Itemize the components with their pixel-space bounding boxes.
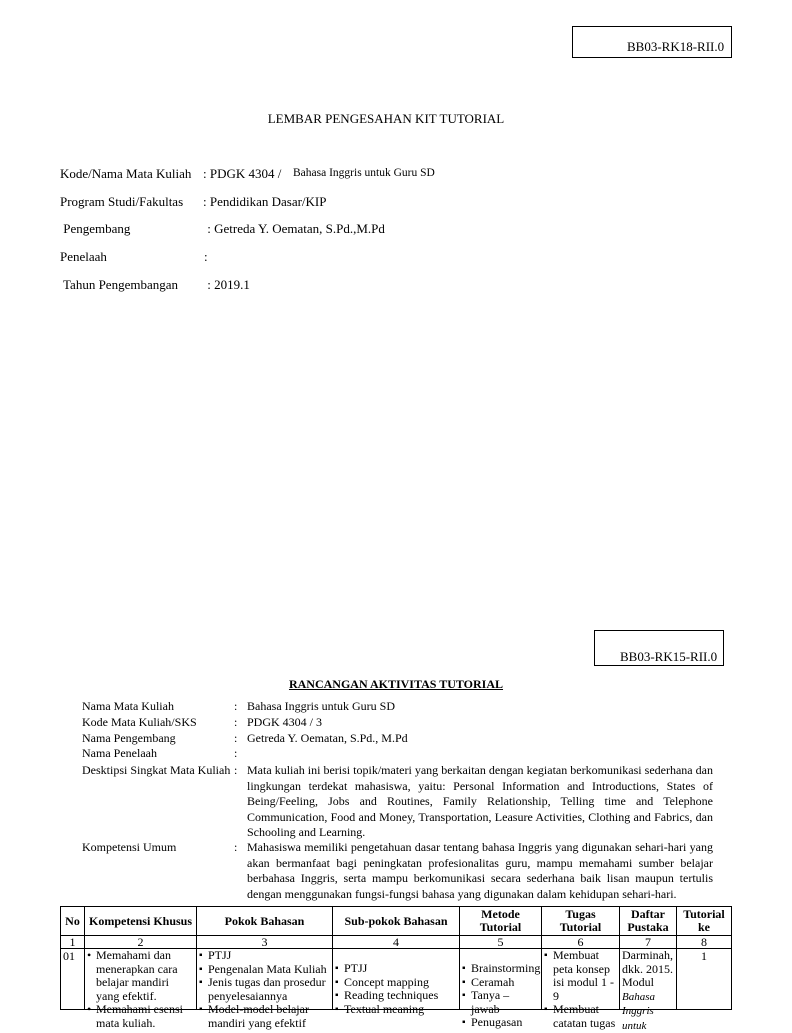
list-item: ▪ PTJJ — [335, 962, 457, 976]
column-number: 6 — [542, 936, 620, 949]
list-item: ▪ Penugasan — [462, 1016, 539, 1030]
cell-sub — [333, 949, 460, 1016]
meta-value: PDGK 4304 / 3 — [247, 715, 323, 729]
pustaka-title: Bahasa Inggris untuk — [622, 990, 655, 1032]
column-number: 3 — [197, 936, 333, 949]
header-metode-tutorial: Metode Tutorial — [460, 907, 542, 936]
table-number-row — [61, 936, 732, 949]
field-label: Penelaah — [60, 249, 107, 264]
list-item: ▪ Concept mapping — [335, 976, 457, 990]
column-number: 4 — [333, 936, 460, 949]
meta-label: Kode Mata Kuliah/SKS — [82, 715, 197, 729]
meta-label: Nama Pengembang — [82, 731, 176, 745]
list-item: ▪ PTJJ — [199, 949, 330, 963]
table-row — [61, 949, 732, 1010]
field-value: : 2019.1 — [204, 277, 250, 292]
meta-label: Nama Penelaah — [82, 746, 157, 760]
meta-colon: : — [234, 699, 238, 713]
header-daftar-pustaka: Daftar Pustaka — [620, 907, 677, 936]
field-value: : Pendidikan Dasar/KIP — [203, 194, 327, 209]
meta-label: Desktipsi Singkat Mata Kuliah — [82, 763, 231, 777]
field-program-studi — [60, 194, 327, 210]
field-pengembang — [60, 221, 385, 237]
column-number: 1 — [61, 936, 85, 949]
field-penelaah — [60, 249, 208, 265]
field-value: : Getreda Y. Oematan, S.Pd.,M.Pd — [204, 221, 385, 236]
document-code-box — [572, 26, 732, 58]
column-number: 2 — [85, 936, 197, 949]
list-item: ▪ Jenis tugas dan prosedur penyelesaiannya — [199, 976, 330, 1003]
meta-colon: : — [234, 746, 238, 760]
field-value-course: Bahasa Inggris untuk Guru SD — [293, 167, 435, 179]
list-item: • Memahami esensi mata kuliah. — [87, 1003, 194, 1030]
list-item: ▪ Membuat catatan tugas — [544, 1003, 617, 1030]
field-label: Tahun Pengembangan — [60, 277, 178, 292]
header-tutorial-ke: Tutorial ke — [677, 907, 732, 936]
meta-colon: : — [234, 763, 238, 777]
header-no: No — [61, 907, 85, 936]
column-number: 5 — [460, 936, 542, 949]
cell-no-text: 01 — [63, 949, 75, 963]
meta-colon: : — [234, 840, 238, 854]
column-number: 8 — [677, 936, 732, 949]
cell-kompetensi — [85, 948, 197, 1030]
field-value: : — [204, 249, 208, 264]
meta-colon: : — [234, 731, 238, 745]
meta-value: Mahasiswa memiliki pengetahuan dasar tentang bahasa Inggris yang digunakan sehari-hari yang akan bermanfaat bagi peningkatan profesionalitas guru, mampu memahami sumber belajar berbahasa Inggris, serta mampu berkomunikasi secara sederhana baik lisan maupun tertulis dengan menggunakan fungsi-fungsi bahasa yang digunakan dalam kehidupan sehari-hari. — [247, 840, 713, 901]
cell-metode — [460, 949, 542, 1029]
header-sub-pokok-bahasan: Sub-pokok Bahasan — [333, 907, 460, 936]
field-kode-nama — [60, 166, 435, 182]
meta-value: Mata kuliah ini berisi topik/materi yang berkaitan dengan kegiatan berkomunikasi sederhana dan lingkungan terdekat mahasiswa, yaitu: Personal Information and Introductions, States of Being/Feeling, Jobs and Routines, Family Relationship, Telling time and Telephone Communication, Food and Money, Transportation, Leasure Activities, Clothing and Fabrics, dan Schooling and Learning. — [247, 763, 713, 839]
cell-pustaka — [620, 948, 677, 1032]
field-value: : PDGK 4304 / — [203, 166, 282, 181]
list-item: ▪ Membuat peta konsep isi modul 1 - 9 — [544, 949, 617, 1003]
pokok-list — [199, 949, 330, 1030]
list-item: ▪ Tanya – jawab — [462, 989, 539, 1016]
field-label: Kode/Nama Mata Kuliah — [60, 166, 192, 181]
document-code: BB03-RK18-RII.0 — [627, 39, 725, 54]
list-item: ▪ Pengenalan Mata Kuliah — [199, 963, 330, 977]
kompetensi-list — [87, 949, 194, 1030]
field-label: Program Studi/Fakultas — [60, 194, 184, 209]
cell-pokok — [197, 948, 333, 1030]
rat-table — [60, 906, 732, 1032]
sub-list — [335, 962, 457, 1016]
meta-colon: : — [234, 715, 238, 729]
field-tahun — [60, 277, 250, 293]
page-title: LEMBAR PENGESAHAN KIT TUTORIAL — [267, 111, 505, 126]
pustaka-text: Darminah, dkk. 2015. Modul — [622, 948, 673, 989]
column-number: 7 — [620, 936, 677, 949]
metode-list — [462, 962, 539, 1030]
tugas-list — [544, 949, 617, 1030]
list-item: ▪ Textual meaning — [335, 1003, 457, 1017]
list-item: ▪ Reading techniques — [335, 989, 457, 1003]
document-code-2: BB03-RK15-RII.0 — [620, 649, 718, 664]
cell-tutorial — [677, 949, 732, 1010]
header-kompetensi-khusus: Kompetensi Khusus — [85, 907, 197, 936]
cell-tugas — [542, 948, 620, 1030]
list-item: ▪ Model-model belajar mandiri yang efektif — [199, 1003, 330, 1030]
meta-label: Nama Mata Kuliah — [82, 699, 174, 713]
list-item: ▪ Ceramah — [462, 976, 539, 990]
rat-title: RANCANGAN AKTIVITAS TUTORIAL — [288, 677, 504, 691]
cell-no — [61, 949, 85, 1010]
list-item: • Memahami dan menerapkan cara belajar mandiri yang efektif. — [87, 949, 194, 1003]
list-item: ▪ Brainstorming — [462, 962, 539, 976]
cell-tutorial-text: 1 — [701, 949, 707, 963]
field-label: Pengembang — [60, 221, 131, 236]
header-tugas-tutorial: Tugas Tutorial — [542, 907, 620, 936]
meta-value: Getreda Y. Oematan, S.Pd., M.Pd — [247, 731, 408, 745]
table-header-row — [61, 907, 732, 936]
meta-value: Bahasa Inggris untuk Guru SD — [247, 699, 395, 713]
meta-label: Kompetensi Umum — [82, 840, 177, 854]
document-code-box-2 — [594, 630, 724, 666]
header-pokok-bahasan: Pokok Bahasan — [197, 907, 333, 936]
